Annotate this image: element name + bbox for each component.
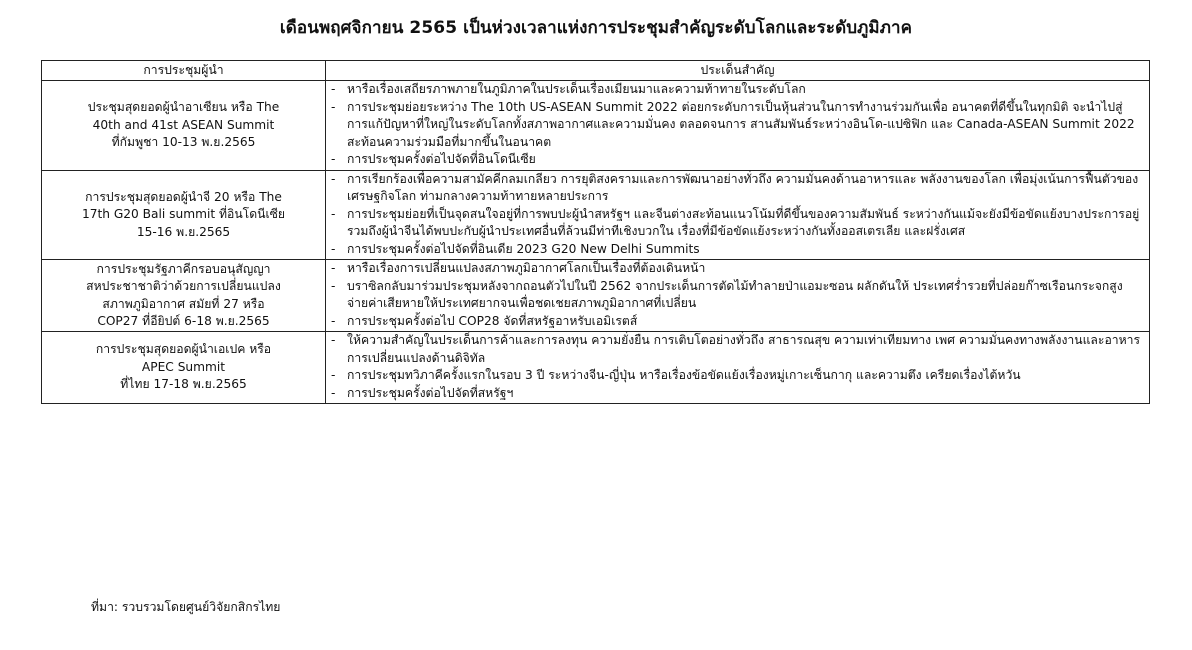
- list-item: - การเรียกร้องเพื่อความสามัคคีกลมเกลียว การยุติสงครามและการพัฒนาอย่างทั่วถึง ความมั่นคงด้านอาหารและ พลังงานของโลก เพื่อมุ่งเน้นการฟื้นตัวของเศรษฐกิจโลก ท่ามกลางความท้าทายหลายประการ: [331, 171, 1139, 203]
- key-issues-cell: [326, 81, 1150, 171]
- list-item: - การประชุมครั้งต่อไปจัดที่อินโดนีเซีย: [331, 152, 536, 166]
- table-row: [42, 170, 1150, 260]
- list-item: - การประชุมครั้งต่อไป COP28 จัดที่สหรัฐอาหรับเอมิเรตส์: [331, 313, 638, 328]
- column-header-key-issues: ประเด็นสำคัญ: [326, 61, 1150, 81]
- page-title: เดือนพฤศจิกายน 2565 เป็นห่วงเวลาแห่งการประชุมสำคัญระดับโลกและระดับภูมิภาค: [279, 18, 913, 38]
- column-header-leader-meeting: การประชุมผู้นำ: [42, 61, 326, 81]
- leader-meeting-cell: การประชุมสุดยอดผู้นำเอเปค หรือ APEC Summit ที่ไทย 17-18 พ.ย.2565: [42, 332, 326, 404]
- table-header-row: [42, 61, 1150, 81]
- list-item: - บราซิลกลับมาร่วมประชุมหลังจากถอนตัวไปในปี 2562 จากประเด็นการตัดไม้ทำลายป่าแอมะซอน ผลักดันให้ ประเทศร่ำรวยที่ปล่อยก๊าซเรือนกระจกสูงจ่ายค่าเสียหายให้ประเทศยากจนเพื่อชดเชยสภาพภูมิอากาศที่เปลี่ยน: [331, 278, 1123, 310]
- source-note: ที่มา: รวบรวมโดยศูนย์วิจัยกสิกรไทย: [91, 600, 281, 614]
- leader-meeting-cell: การประชุมสุดยอดผู้นำจี 20 หรือ The 17th G20 Bali summit ที่อินโดนีเซีย 15-16 พ.ย.2565: [42, 170, 326, 260]
- table-row: [42, 260, 1150, 332]
- key-issues-cell: [326, 260, 1150, 332]
- leader-meeting-cell: การประชุมรัฐภาคีกรอบอนุสัญญา สหประชาชาติว่าด้วยการเปลี่ยนแปลง สภาพภูมิอากาศ สมัยที่ 27 หรือ COP27 ที่อียิปต์ 6-18 พ.ย.2565: [42, 260, 326, 332]
- list-item: - การประชุมย่อยที่เป็นจุดสนใจอยู่ที่การพบปะผู้นำสหรัฐฯ และจีนต่างสะท้อนแนวโน้มที่ดีขึ้นของความสัมพันธ์ ระหว่างกันแม้จะยังมีข้อขัดแย้งบางประการอยู่ รวมถึงผู้นำจีนได้พบปะกับผู้นำประเทศอื่นที่ล้วนมีท่าทีเชิงบวกใน เรื่องที่มีข้อขัดแย้งระหว่างกันทั้งออสเตรเลีย และฝรั่งเศส: [331, 206, 1140, 238]
- list-item: - หารือเรื่องการเปลี่ยนแปลงสภาพภูมิอากาศโลกเป็นเรื่องที่ต้องเดินหน้า: [331, 261, 706, 275]
- key-issues-cell: [326, 332, 1150, 404]
- list-item: - ให้ความสำคัญในประเด็นการค้าและการลงทุน ความยั่งยืน การเติบโตอย่างทั่วถึง สาธารณสุข ความเท่าเทียมทาง เพศ ความมั่นคงทางพลังงานและอาหาร การเปลี่ยนแปลงด้านดิจิทัล: [331, 333, 1141, 365]
- key-issues-cell: [326, 170, 1150, 260]
- list-item: - การประชุมย่อยระหว่าง The 10th US-ASEAN Summit 2022 ต่อยกระดับการเป็นหุ้นส่วนในการทำงานร่วมกันเพื่อ อนาคตที่ดีขึ้นในทุกมิติ จะนำไปสู่การแก้ปัญหาที่ใหญ่ในระดับโลกทั้งสภาพอากาศและความมั่นคง ตลอดจนการ สานสัมพันธ์ระหว่างอินโด-แปซิฟิก และ Canada-ASEAN Summit 2022 สะท้อนความร่วมมือที่มากขึ้นในอนาคต: [331, 99, 1135, 149]
- list-item: - หารือเรื่องเสถียรภาพภายในภูมิภาคในประเด็นเรื่องเมียนมาและความท้าทายในระดับโลก: [331, 82, 806, 96]
- list-item: - การประชุมครั้งต่อไปจัดที่สหรัฐฯ: [331, 385, 514, 400]
- list-item: - การประชุมทวิภาคีครั้งแรกในรอบ 3 ปี ระหว่างจีน-ญี่ปุ่น หารือเรื่องข้อขัดแย้งเรื่องหมู่เกาะเซ็นกากุ และความตึง เครียดเรื่องไต้หวัน: [331, 368, 1021, 382]
- list-item: - การประชุมครั้งต่อไปจัดที่อินเดีย 2023 G20 New Delhi Summits: [331, 241, 700, 256]
- table-row: [42, 332, 1150, 404]
- summit-table: [41, 60, 1150, 404]
- table-row: [42, 81, 1150, 171]
- leader-meeting-cell: ประชุมสุดยอดผู้นำอาเซียน หรือ The 40th and 41st ASEAN Summit ที่กัมพูชา 10-13 พ.ย.2565: [42, 81, 326, 171]
